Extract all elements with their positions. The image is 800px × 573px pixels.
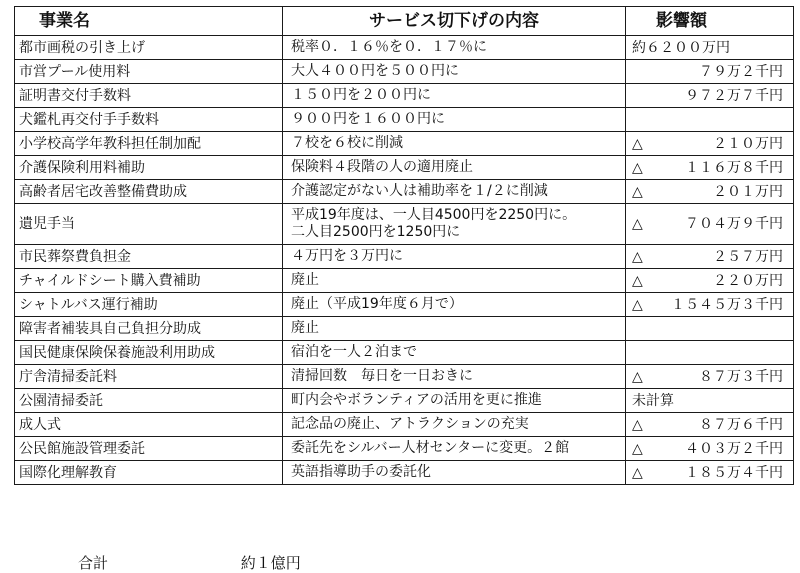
total-line <box>78 552 301 573</box>
decrease-triangle-mark: △ <box>632 135 643 152</box>
table-row <box>15 317 794 341</box>
service-cut-content-cell <box>283 389 626 413</box>
project-name-cell: 市民葬祭費負担金 <box>15 245 283 269</box>
table-row <box>15 269 794 293</box>
impact-amount-cell <box>626 180 794 204</box>
total-value: 約１億円 <box>240 554 301 572</box>
content-line: 清掃回数 毎日を一日おきに <box>291 368 473 384</box>
impact-amount-cell <box>626 245 794 269</box>
project-name-cell: 障害者補装具自己負担分助成 <box>15 317 283 341</box>
table-row <box>15 156 794 180</box>
decrease-triangle-mark: △ <box>632 440 643 457</box>
impact-amount-cell <box>626 389 794 413</box>
service-cut-content-cell <box>283 156 626 180</box>
content-line: 平成19年度は、一人目4500円を2250円に。 <box>291 207 577 223</box>
project-name-cell: 国民健康保険保養施設利用助成 <box>15 341 283 365</box>
decrease-triangle-mark: △ <box>632 464 643 481</box>
service-cut-content-cell <box>283 84 626 108</box>
table-body <box>15 36 794 485</box>
impact-amount-cell <box>626 108 794 132</box>
header-project-name: 事業名 <box>15 7 283 36</box>
service-cut-content-cell <box>283 269 626 293</box>
table-row <box>15 180 794 204</box>
content-line: ７校を６校に削減 <box>291 135 403 151</box>
table-row <box>15 461 794 485</box>
table-row <box>15 341 794 365</box>
service-cut-content-cell <box>283 413 626 437</box>
table-row <box>15 437 794 461</box>
content-line: 記念品の廃止、アトラクションの充実 <box>291 416 529 432</box>
service-cut-content-cell <box>283 437 626 461</box>
impact-amount-cell <box>626 461 794 485</box>
impact-amount-value: ２０１万円 <box>713 183 783 200</box>
table-row <box>15 293 794 317</box>
content-line: 町内会やボランティアの活用を更に推進 <box>291 392 542 408</box>
table-row <box>15 413 794 437</box>
content-line: 二人目2500円を1250円に <box>291 224 461 240</box>
table-row <box>15 108 794 132</box>
project-name-cell: 公民館施設管理委託 <box>15 437 283 461</box>
impact-amount-cell <box>626 36 794 60</box>
budget-cut-table <box>14 6 794 485</box>
impact-amount-value: 約６２００万円 <box>632 39 730 56</box>
project-name-cell: 遺児手当 <box>15 204 283 245</box>
decrease-triangle-mark: △ <box>632 272 643 289</box>
impact-amount-cell <box>626 60 794 84</box>
project-name-cell: 犬鑑札再交付手手数料 <box>15 108 283 132</box>
document <box>14 6 793 572</box>
impact-amount-cell <box>626 365 794 389</box>
content-line: 税率０．１６％を０．１７％に <box>291 39 487 55</box>
table-row <box>15 365 794 389</box>
impact-amount-cell <box>626 156 794 180</box>
table-row <box>15 245 794 269</box>
impact-amount-value: ９７２万７千円 <box>685 87 783 104</box>
header-impact-amount: 影響額 <box>626 7 794 36</box>
decrease-triangle-mark: △ <box>632 416 643 433</box>
project-name-cell: チャイルドシート購入費補助 <box>15 269 283 293</box>
content-line: 保険料４段階の人の適用廃止 <box>291 159 473 175</box>
impact-amount-value: ７０４万９千円 <box>685 216 783 232</box>
impact-amount-cell <box>626 437 794 461</box>
table-header-row <box>15 7 794 36</box>
impact-amount-value: ２２０万円 <box>713 272 783 289</box>
service-cut-content-cell <box>283 365 626 389</box>
service-cut-content-cell <box>283 132 626 156</box>
project-name-cell: 公園清掃委託 <box>15 389 283 413</box>
project-name-cell: 市営プール使用料 <box>15 60 283 84</box>
header-service-cut-content: サービス切下げの内容 <box>283 7 626 36</box>
impact-amount-value: ２１０万円 <box>713 135 783 152</box>
impact-amount-value: ８７万６千円 <box>699 416 783 433</box>
service-cut-content-cell <box>283 293 626 317</box>
table-row <box>15 84 794 108</box>
content-line: １５０円を２００円に <box>291 87 431 103</box>
decrease-triangle-mark: △ <box>632 159 643 176</box>
impact-amount-cell <box>626 341 794 365</box>
impact-amount-value: １８５万４千円 <box>685 464 783 481</box>
project-name-cell: シャトルバス運行補助 <box>15 293 283 317</box>
decrease-triangle-mark: △ <box>632 216 643 232</box>
content-line: 廃止（平成19年度６月で） <box>291 296 463 312</box>
project-name-cell: 庁舎清掃委託料 <box>15 365 283 389</box>
project-name-cell: 小学校高学年教科担任制加配 <box>15 132 283 156</box>
content-line: 介護認定がない人は補助率を１/２に削減 <box>291 183 548 199</box>
table-row <box>15 204 794 245</box>
decrease-triangle-mark: △ <box>632 368 643 385</box>
content-line: 廃止 <box>291 272 319 288</box>
table-row <box>15 60 794 84</box>
impact-amount-cell <box>626 317 794 341</box>
project-name-cell: 都市画税の引き上げ <box>15 36 283 60</box>
content-line: 宿泊を一人２泊まで <box>291 344 417 360</box>
service-cut-content-cell <box>283 180 626 204</box>
content-line: ９００円を１６００円に <box>291 111 445 127</box>
service-cut-content-cell <box>283 245 626 269</box>
impact-amount-cell <box>626 413 794 437</box>
impact-amount-value: ７９万２千円 <box>699 63 783 80</box>
project-name-cell: 国際化理解教育 <box>15 461 283 485</box>
total-label: 合計 <box>78 554 109 572</box>
table-row <box>15 389 794 413</box>
service-cut-content-cell <box>283 36 626 60</box>
project-name-cell: 高齢者居宅改善整備費助成 <box>15 180 283 204</box>
decrease-triangle-mark: △ <box>632 248 643 265</box>
service-cut-content-cell <box>283 341 626 365</box>
impact-amount-value: １５４５万３千円 <box>671 296 783 313</box>
impact-amount-value: ８７万３千円 <box>699 368 783 385</box>
impact-amount-value: 未計算 <box>632 392 674 409</box>
content-line: ４万円を３万円に <box>291 248 403 264</box>
content-line: 英語指導助手の委託化 <box>291 464 431 480</box>
impact-amount-value: ２５７万円 <box>713 248 783 265</box>
decrease-triangle-mark: △ <box>632 183 643 200</box>
impact-amount-value: １１６万８千円 <box>685 159 783 176</box>
impact-amount-cell <box>626 269 794 293</box>
service-cut-content-cell <box>283 108 626 132</box>
impact-amount-cell <box>626 204 794 245</box>
service-cut-content-cell <box>283 204 626 245</box>
content-line: 委託先をシルバー人材センターに変更。２館 <box>291 440 570 456</box>
table-row <box>15 36 794 60</box>
project-name-cell: 介護保険利用料補助 <box>15 156 283 180</box>
impact-amount-cell <box>626 84 794 108</box>
service-cut-content-cell <box>283 317 626 341</box>
content-line: 廃止 <box>291 320 319 336</box>
decrease-triangle-mark: △ <box>632 296 643 313</box>
service-cut-content-cell <box>283 60 626 84</box>
impact-amount-cell <box>626 293 794 317</box>
content-line: 大人４００円を５００円に <box>291 63 459 79</box>
table-row <box>15 132 794 156</box>
project-name-cell: 証明書交付手数料 <box>15 84 283 108</box>
project-name-cell: 成人式 <box>15 413 283 437</box>
impact-amount-cell <box>626 132 794 156</box>
impact-amount-value: ４０３万２千円 <box>685 440 783 457</box>
service-cut-content-cell <box>283 461 626 485</box>
